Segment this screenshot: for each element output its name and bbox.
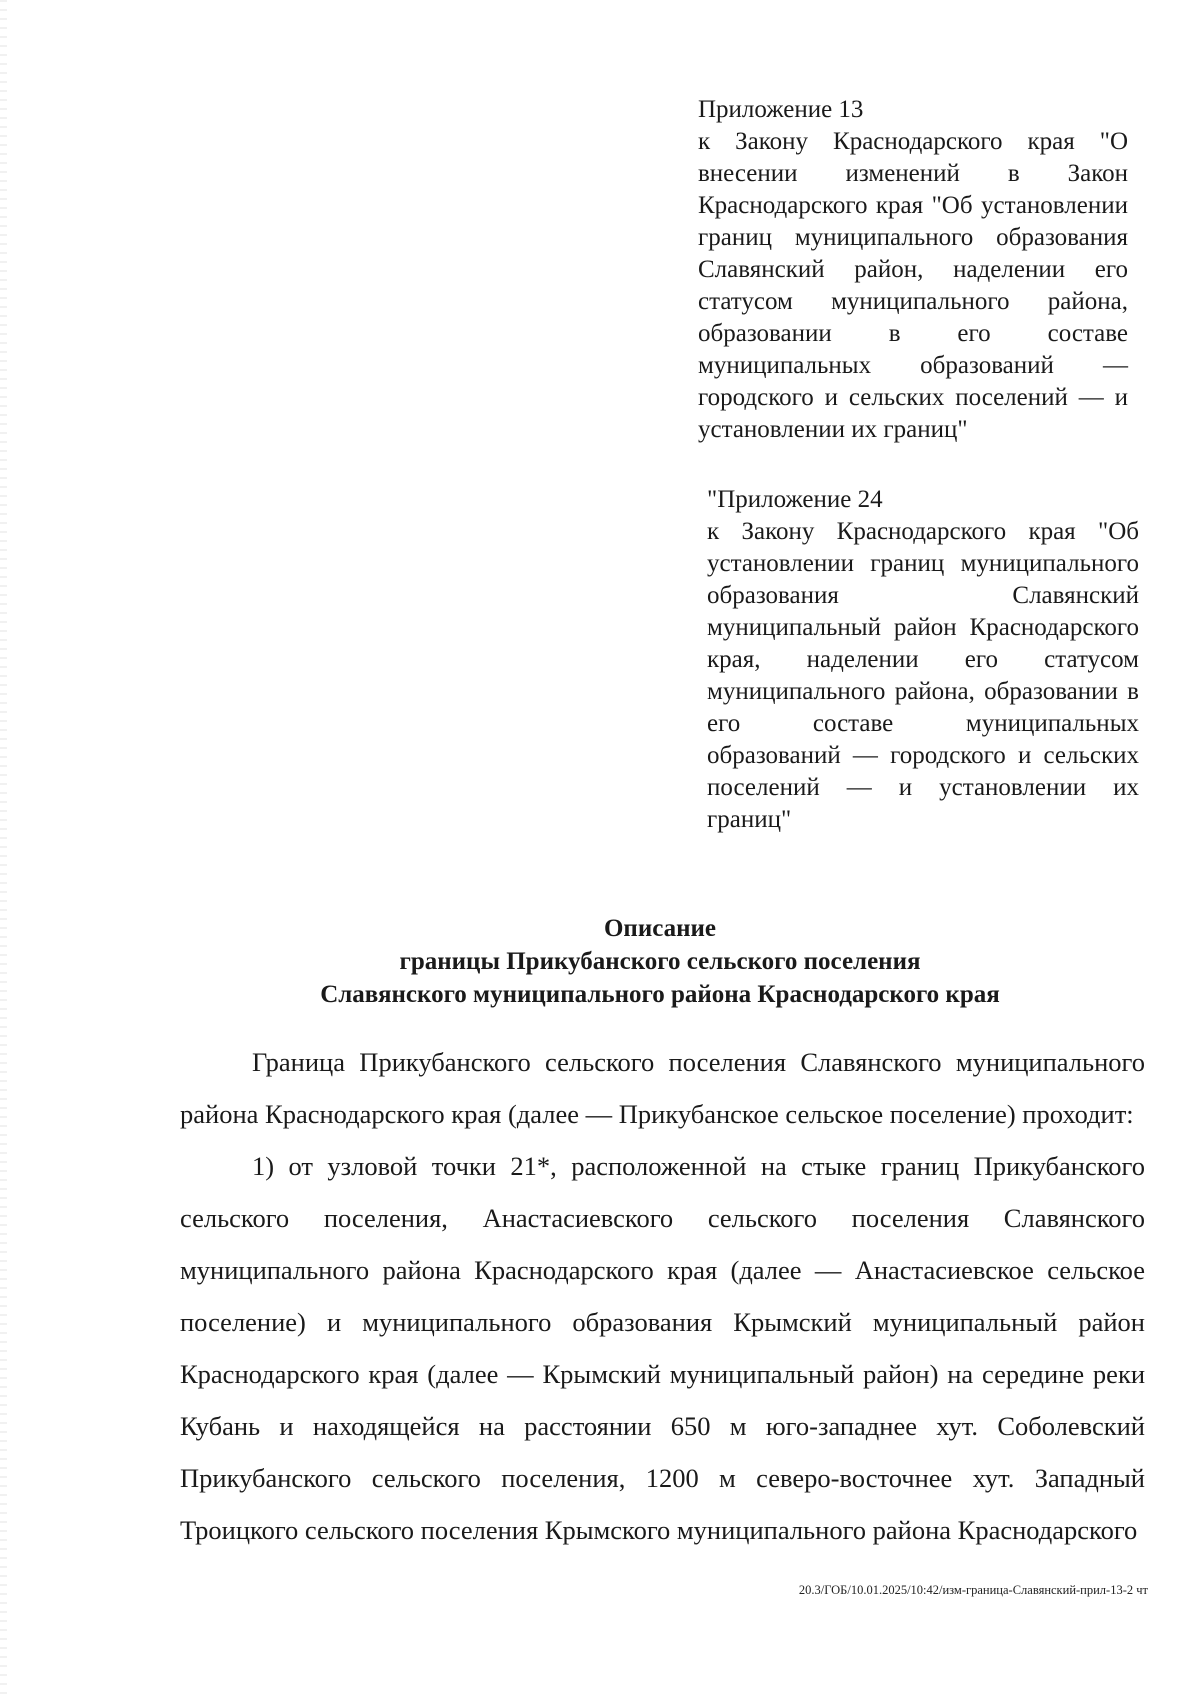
body-paragraph-2: 1) от узловой точки 21*, расположенной на стыке границ Прикубанского сельского поселения, Анастасиевского сельского поселения Славянского муниципального района Краснодарского края (далее — Анастасиевское сельское поселение) и муниципального образования Крымский муниципальный район Краснодарского края (далее — Крымский муниципальный район) на середине реки Кубань и находящейся на расстоянии 650 м юго-западнее хут. Соболевский Прикубанского сельского поселения, 1200 м северо-восточнее хут. Западный Троицкого сельского поселения Крымского муниципального района Краснодарского (180, 1151, 1145, 1545)
appendix-13-label: Приложение 13 (698, 96, 864, 123)
appendix-24-label: "Приложение 24 (707, 486, 883, 513)
appendix-13-text: к Закону Краснодарского края "О внесении изменений в Закон Краснодарского края "Об установлении границ муниципального образования Славянский район, наделении его статусом муниципального района, образовании в его составе муниципальных образований — городского и сельских поселений — и установлении их границ" (698, 128, 1128, 443)
footer-document-code: 20.3/ГОБ/10.01.2025/10:42/изм-граница-Славянский-прил-13-2 чт (798, 1583, 1148, 1597)
appendix-13-block (698, 94, 1128, 446)
title-line-1: Описание (603, 915, 717, 942)
body-paragraph-1: Граница Прикубанского сельского поселения Славянского муниципального района Краснодарского края (далее — Прикубанское сельское поселение) проходит: (180, 1047, 1145, 1129)
title-line-3: Славянского муниципального района Краснодарского края (320, 981, 1000, 1008)
scan-edge-artifact (0, 0, 7, 1697)
appendix-24-block (707, 484, 1139, 836)
title-line-2: границы Прикубанского сельского поселения (399, 948, 921, 975)
document-body (180, 1036, 1145, 1556)
document-title (160, 912, 1160, 1011)
appendix-24-text: к Закону Краснодарского края "Об установлении границ муниципального образования Славянский муниципальный район Краснодарского края, наделении его статусом муниципального района, образовании в его составе муниципальных образований — городского и сельских поселений — и установлении их границ" (707, 518, 1139, 833)
